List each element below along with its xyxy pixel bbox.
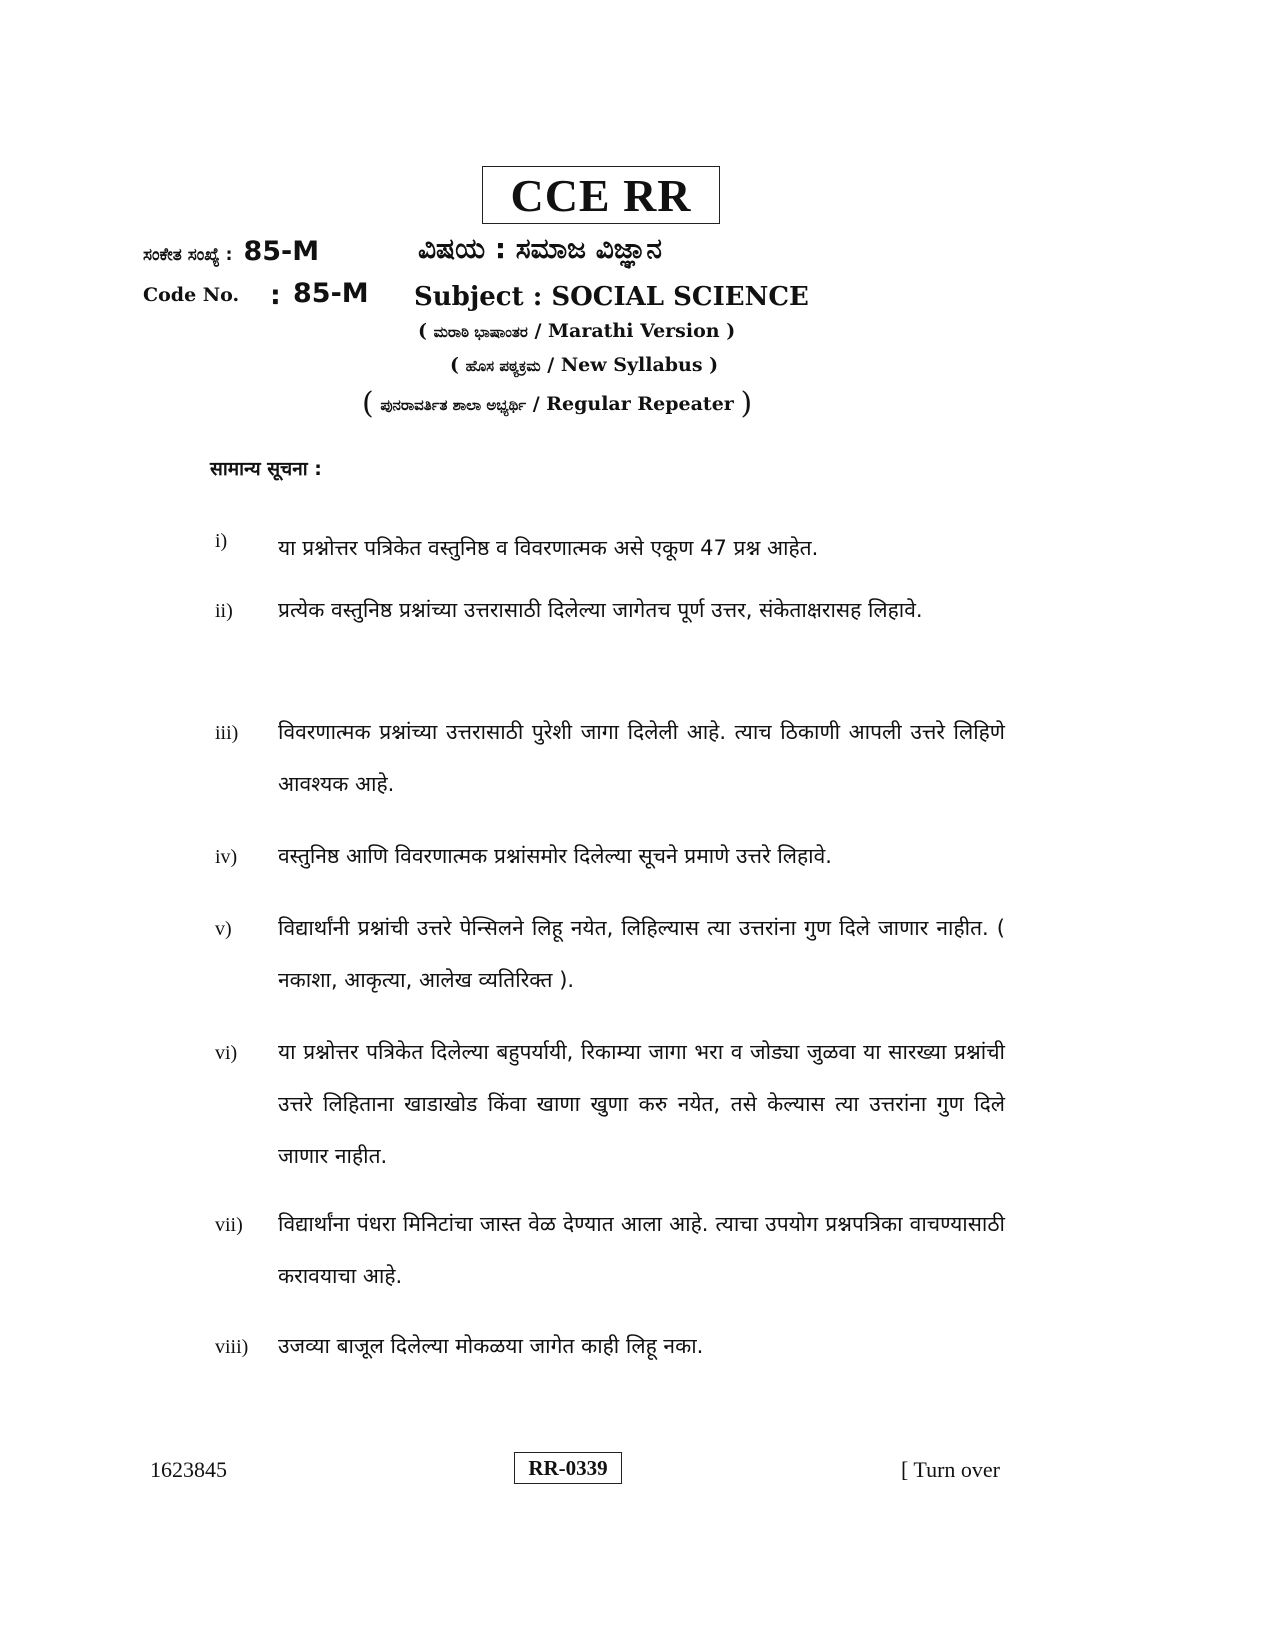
instruction-item: [215, 522, 1005, 574]
instruction-item: [215, 706, 1005, 810]
version-kannada: ಮರಾಠಿ ಭಾಷಾಂತರ: [433, 323, 528, 341]
instruction-text: उजव्या बाजूल दिलेल्या मोकळया जागेत काही लिहू नका.: [278, 1334, 704, 1358]
paper-code: RR-0339: [528, 1455, 608, 1480]
syllabus-line: ( ಹೊಸ ಪಠ್ಯಕ್ರಮ / New Syllabus ): [450, 354, 719, 376]
instruction-text: विद्यार्थांना पंधरा मिनिटांचा जास्त वेळ देण्यात आला आहे. त्याचा उपयोग प्रश्नपत्रिका वाचण्यासाठी करावयाचा आहे.: [278, 1212, 1005, 1288]
instruction-text: प्रत्येक वस्तुनिष्ठ प्रश्नांच्या उत्तरासाठी दिलेल्या जागेतच पूर्ण उत्तर, संकेताक्षरासह लिहावे.: [278, 598, 923, 622]
paper-title: CCE RR: [510, 169, 692, 221]
kannada-code-value: 85-M: [243, 236, 320, 267]
instruction-text: विवरणात्मक प्रश्नांच्या उत्तरासाठी पुरेशी जागा दिलेली आहे. त्याच ठिकाणी आपली उत्तरे लिहिणे आवश्यक आहे.: [278, 720, 1005, 796]
instructions-heading: सामान्य सूचना :: [210, 458, 322, 480]
instruction-number: iii): [215, 722, 239, 744]
english-code-row: [143, 278, 369, 311]
instruction-number: i): [215, 530, 228, 552]
paper-code-box: [514, 1452, 622, 1484]
instruction-text: विद्यार्थांनी प्रश्नांची उत्तरे पेन्सिलने लिहू नयेत, लिहिल्यास त्या उत्तरांना गुण दिले जाणार नाहीत. ( नकाशा, आकृत्या, आलेख व्यतिरिक्त ).: [278, 916, 1005, 992]
instruction-number: vii): [215, 1214, 243, 1236]
instruction-text: वस्तुनिष्ठ आणि विवरणात्मक प्रश्नांसमोर दिलेल्या सूचने प्रमाणे उत्तरे लिहावे.: [278, 844, 832, 868]
instruction-item: [215, 584, 1005, 636]
turn-over-note: [ Turn over: [900, 1457, 1000, 1482]
kannada-subject: ವಿಷಯ : ಸಮಾಜ ವಿಜ್ಞಾನ: [418, 232, 662, 265]
english-code-value: 85-M: [293, 278, 369, 309]
english-subject: Subject : SOCIAL SCIENCE: [414, 282, 809, 312]
version-english: / Marathi Version: [534, 320, 720, 342]
instruction-number: viii): [215, 1336, 249, 1358]
candidate-kannada: ಪುನರಾವರ್ತಿತ ಶಾಲಾ ಅಭ್ಯರ್ಥಿ: [380, 396, 527, 414]
paper-title-box: [482, 166, 720, 224]
kannada-code-label: ಸಂಕೇತ ಸಂಖ್ಯೆ :: [143, 245, 233, 265]
instruction-text: या प्रश्नोत्तर पत्रिकेत वस्तुनिष्ठ व विवरणात्मक असे एकूण 47 प्रश्न आहेत.: [278, 536, 819, 560]
syllabus-english: / New Syllabus: [547, 354, 703, 376]
kannada-code-row: [143, 236, 319, 267]
version-line: ( ಮರಾಠಿ ಭಾಷಾಂತರ / Marathi Version ): [418, 320, 736, 342]
instruction-number: ii): [215, 600, 233, 622]
instruction-item: [215, 902, 1005, 1006]
candidate-line: ( ಪುನರಾವರ್ತಿತ ಶಾಲಾ ಅಭ್ಯರ್ಥಿ / Regular Repeater ): [362, 386, 753, 421]
instruction-item: [215, 1320, 1005, 1372]
instruction-number: vi): [215, 1042, 238, 1064]
serial-number: 1623845: [150, 1457, 227, 1482]
instruction-item: [215, 830, 1005, 882]
candidate-english: / Regular Repeater: [532, 393, 734, 415]
instruction-number: v): [215, 918, 232, 940]
instruction-text: या प्रश्नोत्तर पत्रिकेत दिलेल्या बहुपर्यायी, रिकाम्या जागा भरा व जोड्या जुळवा या सारख्या प्रश्नांची उत्तरे लिहिताना खाडाखोड किंवा खाणा खुणा करु नयेत, तसे केल्यास त्या उत्तरांना गुण दिले जाणार नाहीत.: [278, 1040, 1005, 1168]
english-code-label: Code No.: [143, 284, 240, 306]
instruction-number: iv): [215, 846, 238, 868]
syllabus-kannada: ಹೊಸ ಪಠ್ಯಕ್ರಮ: [465, 357, 541, 375]
english-code-colon: :: [270, 280, 281, 311]
instruction-item: [215, 1026, 1005, 1182]
instruction-item: [215, 1198, 1005, 1302]
